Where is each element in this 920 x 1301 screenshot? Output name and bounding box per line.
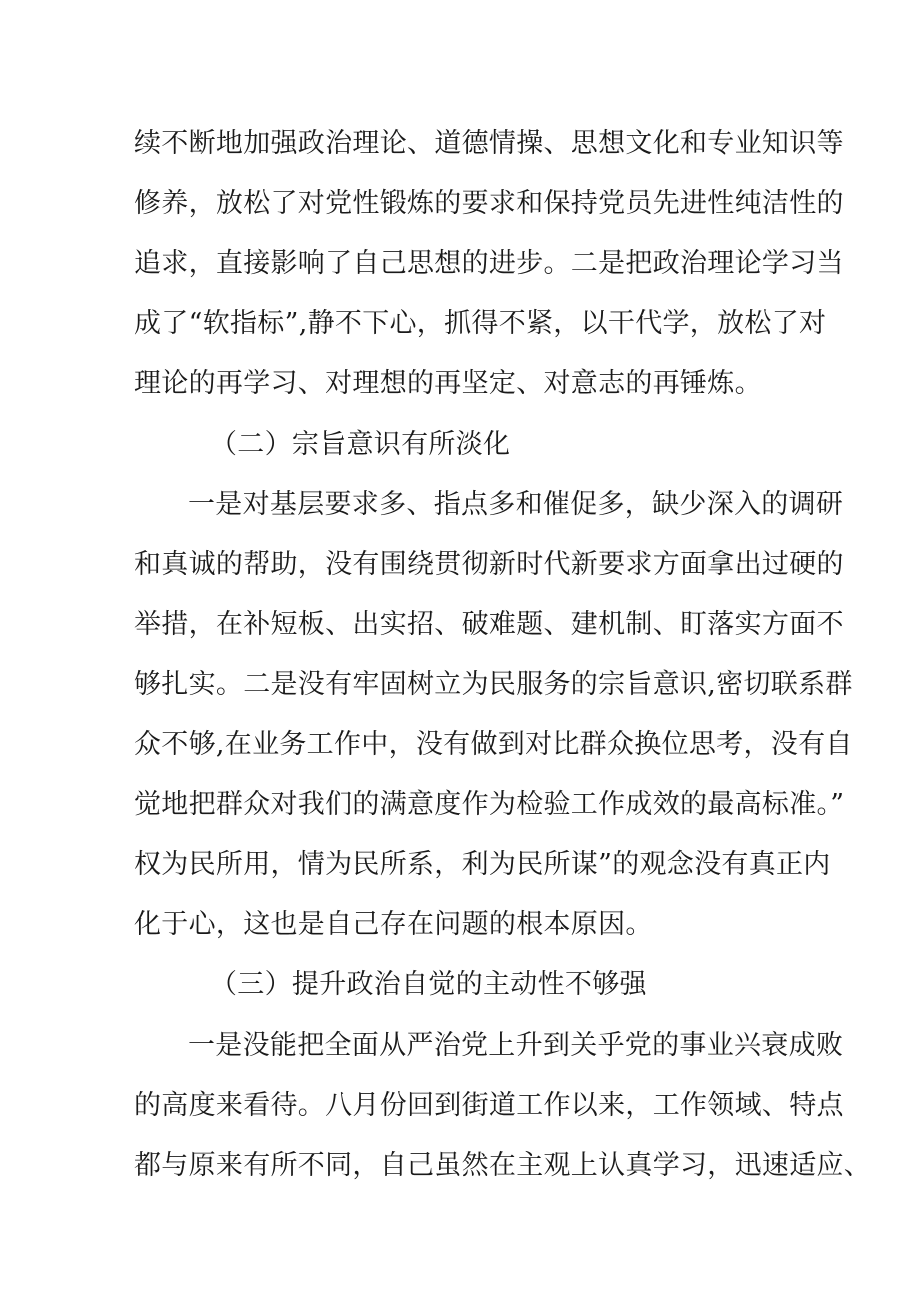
section-heading-3: （三）提升政治自觉的主动性不够强 (210, 969, 647, 1000)
paragraph-line: 权为民所用，情为民所系，利为民所谋”的观念没有真正内 (134, 849, 831, 880)
paragraph-line: 理论的再学习、对理想的再坚定、对意志的再锤炼。 (134, 368, 762, 399)
paragraph-line: 和真诚的帮助，没有围绕贯彻新时代新要求方面拿出过硬的 (134, 549, 844, 580)
paragraph-line: 都与原来有所不同，自己虽然在主观上认真学习，迅速适应、 (134, 1150, 872, 1181)
paragraph-line: 续不断地加强政治理论、道德情操、思想文化和专业知识等 (134, 128, 844, 159)
paragraph-line: 修养，放松了对党性锻炼的要求和保持党员先进性纯洁性的 (134, 188, 844, 219)
paragraph-line: 化于心，这也是自己存在问题的根本原因。 (134, 909, 653, 940)
paragraph-line: 一是没能把全面从严治党上升到关乎党的事业兴衰成败 (188, 1030, 844, 1061)
paragraph-line: 举措，在补短板、出实招、破难题、建机制、盯落实方面不 (134, 609, 844, 640)
paragraph-line: 一是对基层要求多、指点多和催促多，缺少深入的调研 (188, 489, 844, 520)
paragraph-line: 众不够,在业务工作中，没有做到对比群众换位思考，没有自 (134, 729, 853, 760)
section-heading-2: （二）宗旨意识有所淡化 (210, 429, 511, 460)
paragraph-line: 追求，直接影响了自己思想的进步。二是把政治理论学习当 (134, 248, 844, 279)
paragraph-line: 够扎实。二是没有牢固树立为民服务的宗旨意识,密切联系群 (134, 669, 853, 700)
paragraph-line: 觉地把群众对我们的满意度作为检验工作成效的最高标准。” (134, 789, 845, 820)
paragraph-line: 的高度来看待。八月份回到街道工作以来，工作领域、特点 (134, 1090, 844, 1121)
paragraph-line: 成了“软指标”,静不下心，抓得不紧，以干代学，放松了对 (134, 308, 827, 339)
